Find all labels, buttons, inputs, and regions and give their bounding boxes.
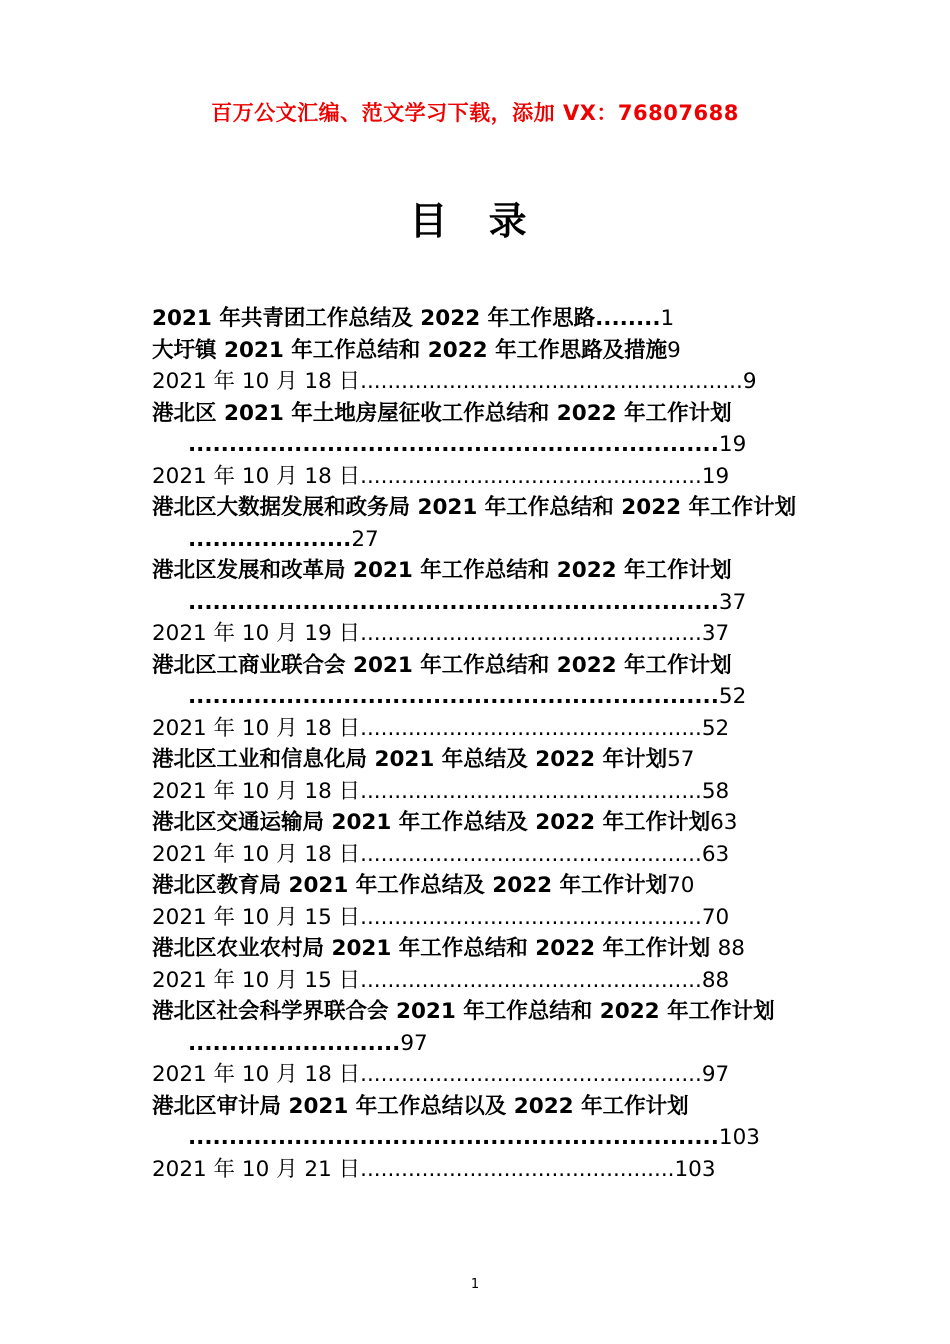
toc-leader: ..................................................: [360, 778, 702, 804]
toc-page-number: 9: [742, 369, 757, 394]
toc-entry-label: 港北区大数据发展和政务局 2021 年工作总结和 2022 年工作计划: [152, 495, 797, 520]
toc-entry[interactable]: [152, 303, 832, 335]
toc-entry-label: 2021 年 10 月 19 日: [152, 621, 361, 646]
toc-page-number: 27: [351, 526, 379, 552]
toc-page-number: 52: [701, 715, 730, 741]
toc-entry[interactable]: [152, 902, 832, 934]
toc-entry-label: 2021 年共青团工作总结及 2022 年工作思路: [152, 306, 596, 331]
toc-entry-label: 港北区工业和信息化局 2021 年总结及 2022 年计划: [152, 747, 668, 772]
toc-entry[interactable]: [152, 776, 832, 808]
toc-entry-label: 港北区发展和改革局 2021 年工作总结和 2022 年工作计划: [152, 558, 732, 583]
toc-entry[interactable]: [152, 461, 832, 493]
toc-entry[interactable]: [152, 366, 832, 398]
toc-page-number: 97: [701, 1062, 730, 1087]
toc-leader: ........................................................: [360, 369, 743, 394]
toc-page-number: 103: [674, 1156, 716, 1182]
table-of-contents: [152, 303, 832, 1185]
toc-leader: ........: [595, 306, 661, 331]
toc-leader: ....................: [188, 526, 352, 552]
toc-page-number: 37: [701, 621, 730, 646]
toc-entry[interactable]: [152, 965, 832, 997]
toc-leader: .................................................................: [188, 1125, 719, 1150]
toc-entry-label: 2021 年 10 月 18 日: [152, 1062, 361, 1087]
toc-leader: ..................................................: [360, 904, 702, 930]
toc-entry[interactable]: [152, 1059, 832, 1091]
toc-page-number: 63: [710, 810, 738, 835]
toc-entry-label: 2021 年 10 月 18 日: [152, 778, 361, 804]
toc-entry-label: 2021 年 10 月 15 日: [152, 967, 361, 993]
toc-entry-label: 2021 年 10 月 15 日: [152, 904, 361, 930]
toc-entry-label: 港北区社会科学界联合会 2021 年工作总结和 2022 年工作计划: [152, 999, 775, 1024]
toc-entry-label: 港北区教育局 2021 年工作总结及 2022 年工作计划: [152, 873, 668, 898]
toc-page-number: 63: [701, 841, 730, 867]
toc-entry-label: 港北区 2021 年土地房屋征收工作总结和 2022 年工作计划: [152, 400, 732, 426]
toc-page-number: 70: [701, 904, 730, 930]
toc-page-number: 88: [717, 936, 745, 961]
toc-entry[interactable]: [152, 807, 832, 839]
toc-entry[interactable]: [152, 555, 832, 618]
toc-page-number: 52: [718, 684, 747, 709]
toc-entry-label: 港北区农业农村局 2021 年工作总结和 2022 年工作计划: [152, 936, 711, 961]
toc-page-number: 19: [718, 432, 747, 457]
toc-leader: ..............................................: [360, 1156, 675, 1182]
toc-page-number: 9: [667, 337, 681, 363]
toc-entry[interactable]: [152, 1154, 832, 1186]
toc-entry[interactable]: [152, 1091, 832, 1154]
toc-leader: ..................................................: [360, 967, 702, 993]
toc-page-number: 37: [718, 589, 747, 615]
toc-leader: [710, 936, 718, 961]
toc-entry[interactable]: [152, 870, 832, 902]
toc-leader: ..........................: [188, 1030, 401, 1056]
toc-leader: ..................................................: [360, 463, 702, 489]
toc-page-number: 1: [660, 306, 675, 331]
toc-entry[interactable]: [152, 398, 832, 461]
toc-entry[interactable]: [152, 492, 832, 555]
toc-page-number: 57: [667, 747, 695, 772]
toc-entry[interactable]: [152, 650, 832, 713]
toc-leader: .................................................................: [188, 589, 719, 615]
toc-entry-label: 2021 年 10 月 18 日: [152, 715, 361, 741]
toc-entry[interactable]: [152, 713, 832, 745]
toc-leader: ..................................................: [360, 621, 702, 646]
toc-page-number: 103: [718, 1125, 760, 1150]
footer-page-number: 1: [470, 1277, 480, 1292]
toc-leader: .................................................................: [188, 432, 719, 457]
toc-entry-label: 2021 年 10 月 21 日: [152, 1156, 361, 1182]
toc-entry[interactable]: [152, 839, 832, 871]
page-title: 目 录: [409, 199, 541, 243]
toc-entry[interactable]: [152, 933, 832, 965]
toc-entry-label: 港北区审计局 2021 年工作总结以及 2022 年工作计划: [152, 1093, 689, 1119]
toc-entry-label: 2021 年 10 月 18 日: [152, 369, 361, 394]
toc-entry-label: 大圩镇 2021 年工作总结和 2022 年工作思路及措施: [152, 337, 668, 363]
toc-page-number: 97: [400, 1030, 428, 1056]
toc-entry-label: 港北区工商业联合会 2021 年工作总结和 2022 年工作计划: [152, 652, 732, 678]
toc-leader: .................................................................: [188, 684, 719, 709]
toc-entry-label: 2021 年 10 月 18 日: [152, 841, 361, 867]
toc-entry[interactable]: [152, 335, 832, 367]
toc-entry[interactable]: [152, 618, 832, 650]
toc-leader: ..................................................: [360, 715, 702, 741]
toc-entry-label: 港北区交通运输局 2021 年工作总结及 2022 年工作计划: [152, 810, 711, 835]
toc-page-number: 19: [701, 463, 730, 489]
toc-leader: ..................................................: [360, 841, 702, 867]
toc-entry[interactable]: [152, 996, 832, 1059]
toc-entry[interactable]: [152, 744, 832, 776]
toc-leader: ..................................................: [360, 1062, 702, 1087]
toc-page-number: 70: [667, 873, 695, 898]
toc-page-number: 88: [701, 967, 730, 993]
promo-banner: 百万公文汇编、范文学习下载，添加 VX：76807688: [211, 101, 739, 125]
toc-page-number: 58: [701, 778, 730, 804]
toc-entry-label: 2021 年 10 月 18 日: [152, 463, 361, 489]
